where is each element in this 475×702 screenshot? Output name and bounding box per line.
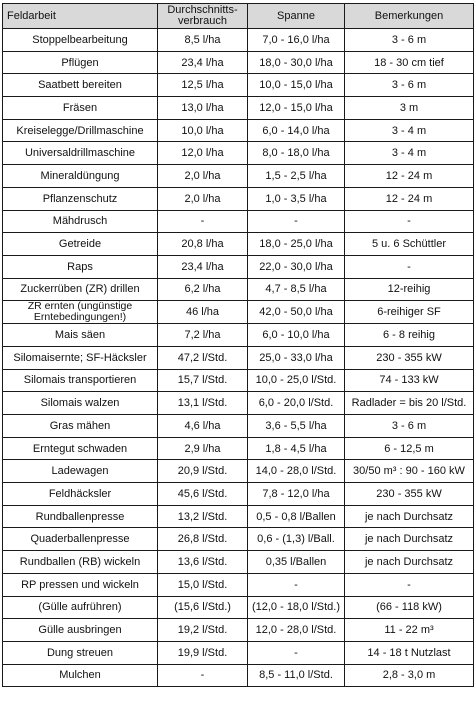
cell-feldarbeit: Saatbett bereiten [3, 74, 158, 97]
table-header [3, 4, 474, 29]
cell-durchschnittsverbrauch: 19,2 l/Std. [158, 619, 248, 642]
cell-feldarbeit: Mineraldüngung [3, 165, 158, 188]
table-row [3, 505, 474, 528]
cell-durchschnittsverbrauch: 15,0 l/Std. [158, 573, 248, 596]
cell-durchschnittsverbrauch: 13,6 l/Std. [158, 551, 248, 574]
cell-durchschnittsverbrauch: 20,9 l/Std. [158, 460, 248, 483]
cell-durchschnittsverbrauch: 2,0 l/ha [158, 187, 248, 210]
table-row [3, 596, 474, 619]
cell-bemerkungen: 5 u. 6 Schüttler [345, 233, 474, 256]
cell-durchschnittsverbrauch: 12,5 l/ha [158, 74, 248, 97]
cell-feldarbeit: Silomais walzen [3, 392, 158, 415]
cell-bemerkungen: 6 - 12,5 m [345, 437, 474, 460]
cell-bemerkungen: 3 - 6 m [345, 29, 474, 52]
cell-bemerkungen: 3 - 4 m [345, 119, 474, 142]
cell-bemerkungen: 230 - 355 kW [345, 483, 474, 506]
cell-spanne: 1,5 - 2,5 l/ha [248, 165, 345, 188]
cell-spanne: 4,7 - 8,5 l/ha [248, 278, 345, 301]
cell-durchschnittsverbrauch: - [158, 210, 248, 233]
cell-spanne: 7,0 - 16,0 l/ha [248, 29, 345, 52]
cell-feldarbeit: Rundballenpresse [3, 505, 158, 528]
cell-durchschnittsverbrauch: (15,6 l/Std.) [158, 596, 248, 619]
cell-bemerkungen: 3 - 6 m [345, 415, 474, 438]
cell-durchschnittsverbrauch: 23,4 l/ha [158, 51, 248, 74]
cell-bemerkungen: Radlader = bis 20 l/Std. [345, 392, 474, 415]
cell-bemerkungen: 11 - 22 m³ [345, 619, 474, 642]
cell-bemerkungen: 74 - 133 kW [345, 369, 474, 392]
cell-durchschnittsverbrauch: 7,2 l/ha [158, 324, 248, 347]
cell-feldarbeit: Pflanzenschutz [3, 187, 158, 210]
cell-bemerkungen: 12 - 24 m [345, 165, 474, 188]
cell-feldarbeit: Zuckerrüben (ZR) drillen [3, 278, 158, 301]
table-row [3, 392, 474, 415]
cell-spanne: - [248, 641, 345, 664]
cell-feldarbeit: Getreide [3, 233, 158, 256]
cell-durchschnittsverbrauch: 13,1 l/Std. [158, 392, 248, 415]
cell-spanne: 1,0 - 3,5 l/ha [248, 187, 345, 210]
cell-feldarbeit: Gülle ausbringen [3, 619, 158, 642]
table-row [3, 74, 474, 97]
table-row [3, 187, 474, 210]
cell-durchschnittsverbrauch: 4,6 l/ha [158, 415, 248, 438]
cell-durchschnittsverbrauch: - [158, 664, 248, 687]
table-row [3, 415, 474, 438]
cell-spanne: 18,0 - 25,0 l/ha [248, 233, 345, 256]
table-row [3, 324, 474, 347]
table-row [3, 437, 474, 460]
cell-spanne: 42,0 - 50,0 l/ha [248, 301, 345, 324]
cell-bemerkungen: je nach Durchsatz [345, 528, 474, 551]
cell-spanne: 6,0 - 14,0 l/ha [248, 119, 345, 142]
cell-feldarbeit: Silomaisernte; SF-Häcksler [3, 346, 158, 369]
table-row [3, 255, 474, 278]
cell-spanne: 0,35 l/Ballen [248, 551, 345, 574]
header-row [3, 4, 474, 29]
fuel-consumption-table [2, 3, 474, 687]
cell-feldarbeit: Ladewagen [3, 460, 158, 483]
cell-bemerkungen: 6-reihiger SF [345, 301, 474, 324]
cell-spanne: 8,5 - 11,0 l/Std. [248, 664, 345, 687]
cell-durchschnittsverbrauch: 19,9 l/Std. [158, 641, 248, 664]
table-row [3, 119, 474, 142]
table-row [3, 346, 474, 369]
table-row [3, 528, 474, 551]
cell-bemerkungen: 3 - 6 m [345, 74, 474, 97]
cell-feldarbeit: Stoppelbearbeitung [3, 29, 158, 52]
table-row [3, 165, 474, 188]
cell-feldarbeit: Kreiselegge/Drillmaschine [3, 119, 158, 142]
table-row [3, 97, 474, 120]
table-row [3, 460, 474, 483]
cell-feldarbeit: Dung streuen [3, 641, 158, 664]
cell-durchschnittsverbrauch: 15,7 l/Std. [158, 369, 248, 392]
cell-durchschnittsverbrauch: 26,8 l/Std. [158, 528, 248, 551]
cell-spanne: 18,0 - 30,0 l/ha [248, 51, 345, 74]
cell-feldarbeit: Universaldrillmaschine [3, 142, 158, 165]
table-row [3, 369, 474, 392]
cell-spanne: 1,8 - 4,5 l/ha [248, 437, 345, 460]
cell-bemerkungen: 12-reihig [345, 278, 474, 301]
table-row [3, 51, 474, 74]
table-row [3, 142, 474, 165]
cell-durchschnittsverbrauch: 46 l/ha [158, 301, 248, 324]
cell-spanne: 8,0 - 18,0 l/ha [248, 142, 345, 165]
table-row [3, 483, 474, 506]
table-row [3, 301, 474, 324]
cell-feldarbeit: Fräsen [3, 97, 158, 120]
cell-bemerkungen: - [345, 210, 474, 233]
cell-spanne: 14,0 - 28,0 l/Std. [248, 460, 345, 483]
cell-feldarbeit: Quaderballenpresse [3, 528, 158, 551]
cell-spanne: 6,0 - 10,0 l/ha [248, 324, 345, 347]
table-row [3, 29, 474, 52]
cell-durchschnittsverbrauch: 6,2 l/ha [158, 278, 248, 301]
table-row [3, 619, 474, 642]
cell-spanne: 7,8 - 12,0 l/ha [248, 483, 345, 506]
cell-bemerkungen: 230 - 355 kW [345, 346, 474, 369]
cell-feldarbeit: Mähdrusch [3, 210, 158, 233]
cell-feldarbeit: Raps [3, 255, 158, 278]
cell-bemerkungen: 12 - 24 m [345, 187, 474, 210]
header-spanne: Spanne [248, 4, 345, 29]
header-feldarbeit: Feldarbeit [3, 4, 158, 29]
cell-bemerkungen: - [345, 255, 474, 278]
cell-feldarbeit: Gras mähen [3, 415, 158, 438]
cell-bemerkungen: 3 m [345, 97, 474, 120]
cell-spanne: - [248, 573, 345, 596]
header-durchschnittsverbrauch-text: Durchschnitts-verbrauch [167, 4, 238, 27]
cell-durchschnittsverbrauch: 10,0 l/ha [158, 119, 248, 142]
cell-bemerkungen: 2,8 - 3,0 m [345, 664, 474, 687]
cell-spanne: 0,5 - 0,8 l/Ballen [248, 505, 345, 528]
cell-spanne: 10,0 - 25,0 l/Std. [248, 369, 345, 392]
cell-feldarbeit: RP pressen und wickeln [3, 573, 158, 596]
cell-durchschnittsverbrauch: 20,8 l/ha [158, 233, 248, 256]
table-row [3, 573, 474, 596]
cell-spanne: 22,0 - 30,0 l/ha [248, 255, 345, 278]
table-row [3, 641, 474, 664]
cell-spanne: 12,0 - 15,0 l/ha [248, 97, 345, 120]
cell-spanne: 0,6 - (1,3) l/Ball. [248, 528, 345, 551]
table-row [3, 233, 474, 256]
header-bemerkungen: Bemerkungen [345, 4, 474, 29]
cell-durchschnittsverbrauch: 8,5 l/ha [158, 29, 248, 52]
cell-feldarbeit: (Gülle aufrühren) [3, 596, 158, 619]
cell-feldarbeit: Feldhäcksler [3, 483, 158, 506]
table-row [3, 551, 474, 574]
cell-spanne: 6,0 - 20,0 l/Std. [248, 392, 345, 415]
cell-bemerkungen: 14 - 18 t Nutzlast [345, 641, 474, 664]
table-row [3, 278, 474, 301]
cell-spanne: - [248, 210, 345, 233]
cell-feldarbeit: Mais säen [3, 324, 158, 347]
cell-bemerkungen: 30/50 m³ : 90 - 160 kW [345, 460, 474, 483]
cell-feldarbeit: Rundballen (RB) wickeln [3, 551, 158, 574]
cell-feldarbeit: Pflügen [3, 51, 158, 74]
cell-feldarbeit: Mulchen [3, 664, 158, 687]
table-body [3, 29, 474, 687]
cell-feldarbeit: Silomais transportieren [3, 369, 158, 392]
cell-bemerkungen: - [345, 573, 474, 596]
cell-durchschnittsverbrauch: 13,0 l/ha [158, 97, 248, 120]
cell-durchschnittsverbrauch: 12,0 l/ha [158, 142, 248, 165]
cell-durchschnittsverbrauch: 23,4 l/ha [158, 255, 248, 278]
cell-feldarbeit: ZR ernten (ungünstige Erntebedingungen!) [3, 301, 158, 324]
cell-spanne: 12,0 - 28,0 l/Std. [248, 619, 345, 642]
cell-spanne: (12,0 - 18,0 l/Std.) [248, 596, 345, 619]
table-row [3, 210, 474, 233]
cell-durchschnittsverbrauch: 45,6 l/Std. [158, 483, 248, 506]
cell-durchschnittsverbrauch: 47,2 l/Std. [158, 346, 248, 369]
table-row [3, 664, 474, 687]
cell-bemerkungen: je nach Durchsatz [345, 505, 474, 528]
header-durchschnittsverbrauch [158, 4, 248, 29]
cell-bemerkungen: 6 - 8 reihig [345, 324, 474, 347]
cell-spanne: 10,0 - 15,0 l/ha [248, 74, 345, 97]
cell-bemerkungen: 18 - 30 cm tief [345, 51, 474, 74]
cell-spanne: 3,6 - 5,5 l/ha [248, 415, 345, 438]
cell-spanne: 25,0 - 33,0 l/ha [248, 346, 345, 369]
cell-bemerkungen: (66 - 118 kW) [345, 596, 474, 619]
cell-durchschnittsverbrauch: 2,9 l/ha [158, 437, 248, 460]
cell-feldarbeit: Erntegut schwaden [3, 437, 158, 460]
cell-bemerkungen: je nach Durchsatz [345, 551, 474, 574]
cell-durchschnittsverbrauch: 2,0 l/ha [158, 165, 248, 188]
cell-durchschnittsverbrauch: 13,2 l/Std. [158, 505, 248, 528]
cell-bemerkungen: 3 - 4 m [345, 142, 474, 165]
